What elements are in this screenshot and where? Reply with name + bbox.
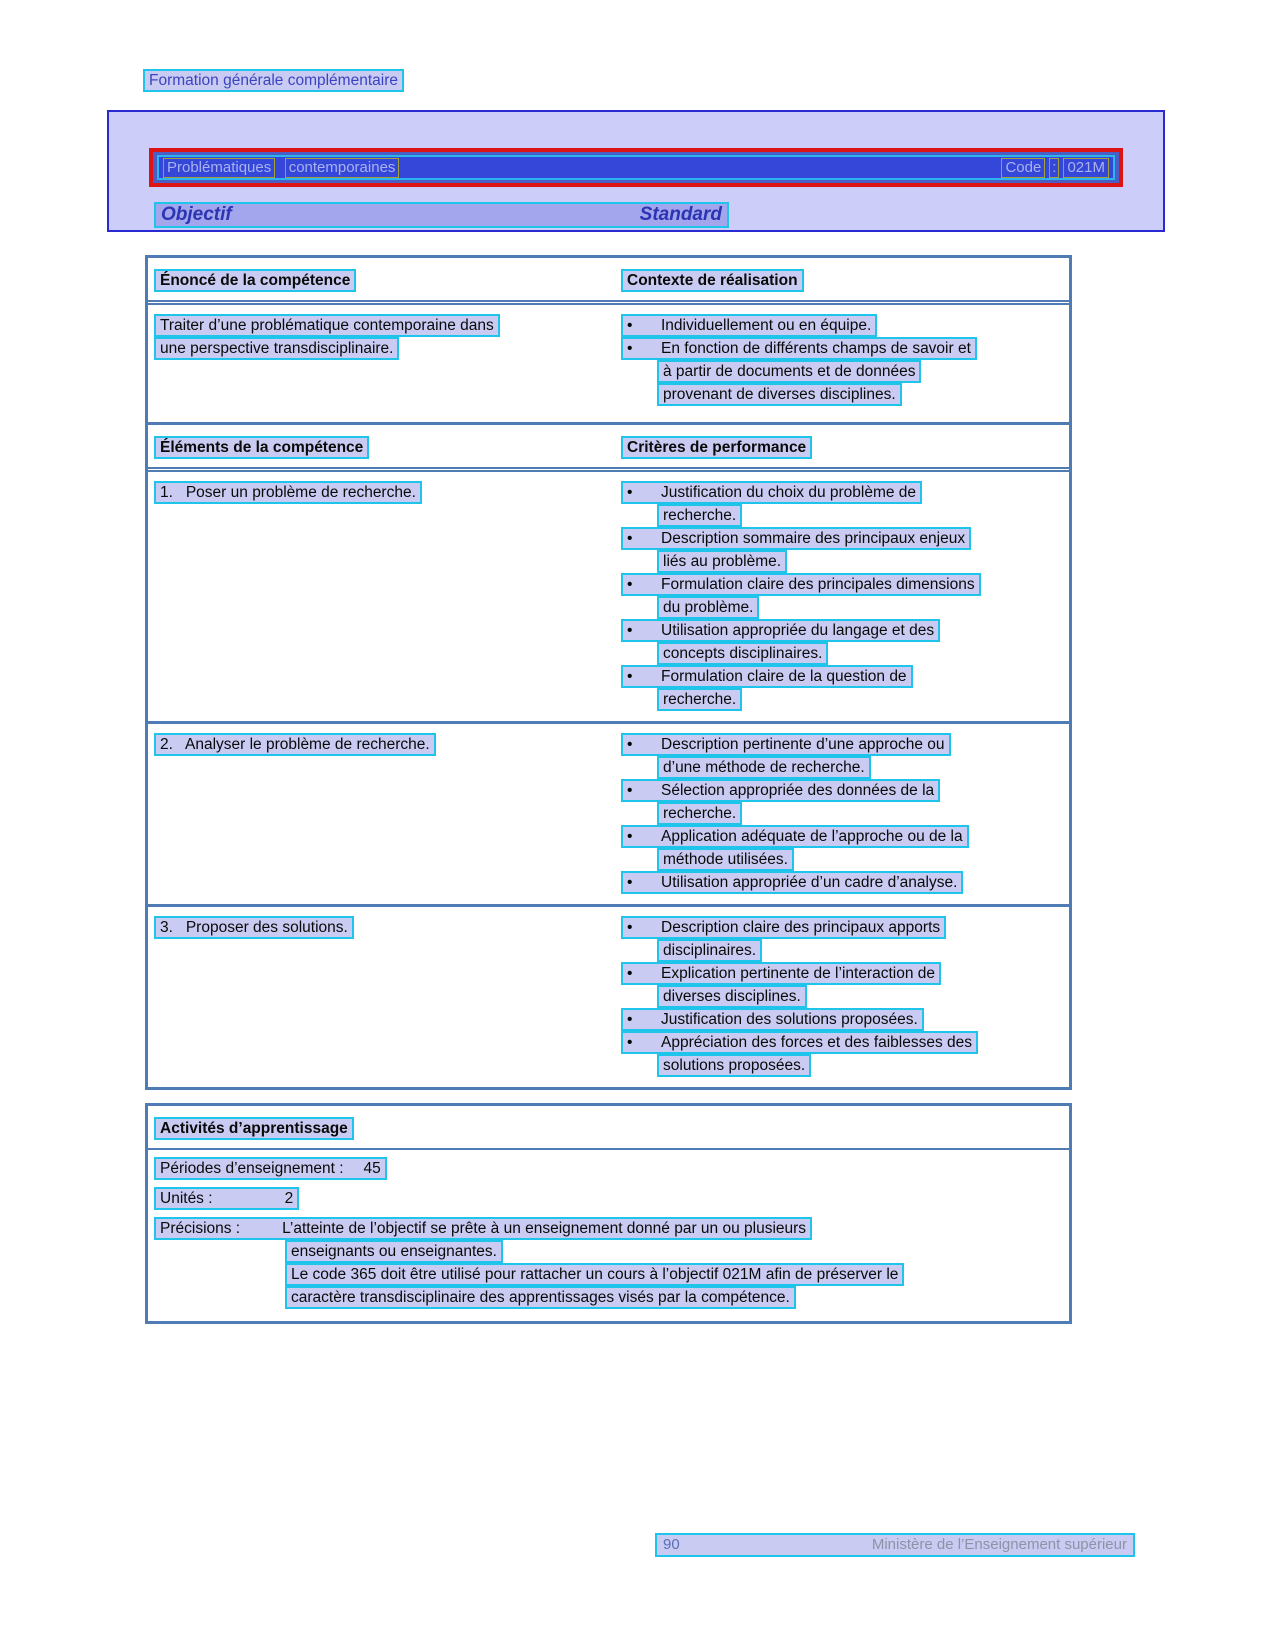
criterion-line: • Description sommaire des principaux enjeux [621, 527, 1063, 550]
bullet-icon: • [627, 1011, 633, 1028]
course-header-block [107, 110, 1165, 232]
precisions-line: caractère transdisciplinaire des apprentissages visés par la compétence. [285, 1286, 1063, 1309]
objectif-heading: Objectif [161, 204, 232, 225]
course-code-label: Code [1001, 158, 1045, 178]
element-label: 3. Proposer des solutions. [154, 916, 609, 939]
element-row [148, 472, 1069, 721]
precisions-line: Le code 365 doit être utilisé pour rattacher un cours à l’objectif 021M afin de préserver le [285, 1263, 1063, 1286]
precisions-label: Précisions : [160, 1220, 241, 1237]
course-title [163, 158, 399, 178]
bullet-icon: • [627, 782, 633, 799]
periods-label: Périodes d’enseignement : [160, 1160, 344, 1177]
course-banner [149, 148, 1123, 187]
contexte-header-cell [615, 258, 1069, 300]
ministry-label: Ministère de l’Enseignement supérieur [871, 1536, 1127, 1553]
precisions-line: enseignants ou enseignantes. [285, 1240, 1063, 1263]
element-cell [148, 907, 615, 1087]
enonce-header: Énoncé de la compétence [154, 269, 356, 292]
text-line: méthode utilisées. [657, 848, 1063, 871]
objectif-standard-heading [154, 202, 729, 228]
course-code-separator: : [1049, 158, 1059, 178]
bullet-icon: • [627, 1034, 633, 1051]
text-line: recherche. [657, 802, 1063, 825]
course-code [1001, 158, 1109, 178]
criterion-line: • Justification du choix du problème de [621, 481, 1063, 504]
bullet-icon: • [627, 965, 633, 982]
precisions-first-line [154, 1217, 812, 1240]
activities-table-header [148, 1106, 1069, 1150]
bullet-icon: • [627, 340, 633, 357]
context-bullet-line: • Individuellement ou en équipe. [621, 314, 1063, 337]
context-bullets [615, 305, 1069, 422]
statement-line: une perspective transdisciplinaire. [154, 337, 609, 360]
criteres-header: Critères de performance [621, 436, 812, 459]
context-bullet-line: provenant de diverses disciplines. [657, 383, 1063, 406]
element-cell [148, 472, 615, 721]
course-banner-line [157, 155, 1115, 180]
text-line: du problème. [657, 596, 1063, 619]
precisions-text: L’atteinte de l’objectif se prête à un enseignement donné par un ou plusieurs [282, 1220, 807, 1237]
activities-table-body [148, 1150, 1069, 1321]
precisions-lines [154, 1240, 1063, 1309]
criterion-line: • Utilisation appropriée du langage et des [621, 619, 1063, 642]
bullet-icon: • [627, 317, 633, 334]
criterion-line: • Utilisation appropriée d’un cadre d’analyse. [621, 871, 1063, 894]
bullet-icon: • [627, 484, 633, 501]
contexte-header: Contexte de réalisation [621, 269, 804, 292]
elements-header: Éléments de la compétence [154, 436, 369, 459]
criterion-line: • Appréciation des forces et des faiblesses des [621, 1031, 1063, 1054]
competence-table-header [148, 258, 1069, 305]
course-title-word: Problématiques [163, 158, 275, 178]
units-line [154, 1187, 299, 1210]
page-footer [655, 1533, 1135, 1557]
elements-header-cell [148, 425, 615, 467]
criteria-cell [615, 472, 1069, 721]
text-line: concepts disciplinaires. [657, 642, 1063, 665]
activities-header-cell [148, 1106, 1069, 1148]
periods-row [154, 1157, 1063, 1180]
text-line: liés au problème. [657, 550, 1063, 573]
criterion-line: • Justification des solutions proposées. [621, 1008, 1063, 1031]
element-label: 1. Poser un problème de recherche. [154, 481, 609, 504]
competence-table [145, 255, 1072, 425]
bullet-icon: • [627, 874, 633, 891]
bullet-icon: • [627, 530, 633, 547]
competence-table-row [148, 305, 1069, 422]
bullet-icon: • [627, 668, 633, 685]
standard-heading: Standard [639, 204, 722, 225]
enonce-header-cell [148, 258, 615, 300]
text-line: solutions proposées. [657, 1054, 1063, 1077]
bullet-icon: • [627, 736, 633, 753]
criterion-line: • Description claire des principaux apports [621, 916, 1063, 939]
text-line: disciplinaires. [657, 939, 1063, 962]
units-row [154, 1187, 1063, 1210]
statement-line: Traiter d’une problématique contemporaine dans [154, 314, 609, 337]
elements-rows [148, 472, 1069, 1087]
precisions-row [154, 1217, 1063, 1240]
document-header-label: Formation générale complémentaire [143, 69, 404, 92]
criterion-line: • Sélection appropriée des données de la [621, 779, 1063, 802]
activities-table [145, 1103, 1072, 1324]
units-value: 2 [284, 1190, 294, 1207]
elements-table [145, 422, 1072, 1090]
bullet-icon: • [627, 576, 633, 593]
criteria-cell [615, 724, 1069, 904]
criterion-line: • Formulation claire de la question de [621, 665, 1063, 688]
criteres-header-cell [615, 425, 1069, 467]
text-line: recherche. [657, 688, 1063, 711]
page-number: 90 [663, 1536, 680, 1553]
text-line: d’une méthode de recherche. [657, 756, 1063, 779]
criterion-line: • Description pertinente d’une approche ou [621, 733, 1063, 756]
criterion-line: • Application adéquate de l’approche ou de la [621, 825, 1063, 848]
context-bullet-line: • En fonction de différents champs de savoir et [621, 337, 1063, 360]
bullet-icon: • [627, 622, 633, 639]
activities-header: Activités d’apprentissage [154, 1117, 354, 1140]
element-row [148, 904, 1069, 1087]
criterion-line: • Explication pertinente de l’interaction de [621, 962, 1063, 985]
bullet-icon: • [627, 828, 633, 845]
text-line: diverses disciplines. [657, 985, 1063, 1008]
criterion-line: • Formulation claire des principales dimensions [621, 573, 1063, 596]
element-row [148, 721, 1069, 904]
element-cell [148, 724, 615, 904]
course-code-value: 021M [1063, 158, 1109, 178]
course-title-word: contemporaines [285, 158, 400, 178]
bullet-icon: • [627, 919, 633, 936]
elements-table-header [148, 425, 1069, 472]
periods-line [154, 1157, 387, 1180]
statement-lines [148, 305, 615, 422]
criteria-cell [615, 907, 1069, 1087]
context-bullet-line: à partir de documents et de données [657, 360, 1063, 383]
periods-value: 45 [363, 1160, 381, 1177]
text-line: recherche. [657, 504, 1063, 527]
element-label: 2. Analyser le problème de recherche. [154, 733, 609, 756]
units-label: Unités : [160, 1190, 213, 1207]
